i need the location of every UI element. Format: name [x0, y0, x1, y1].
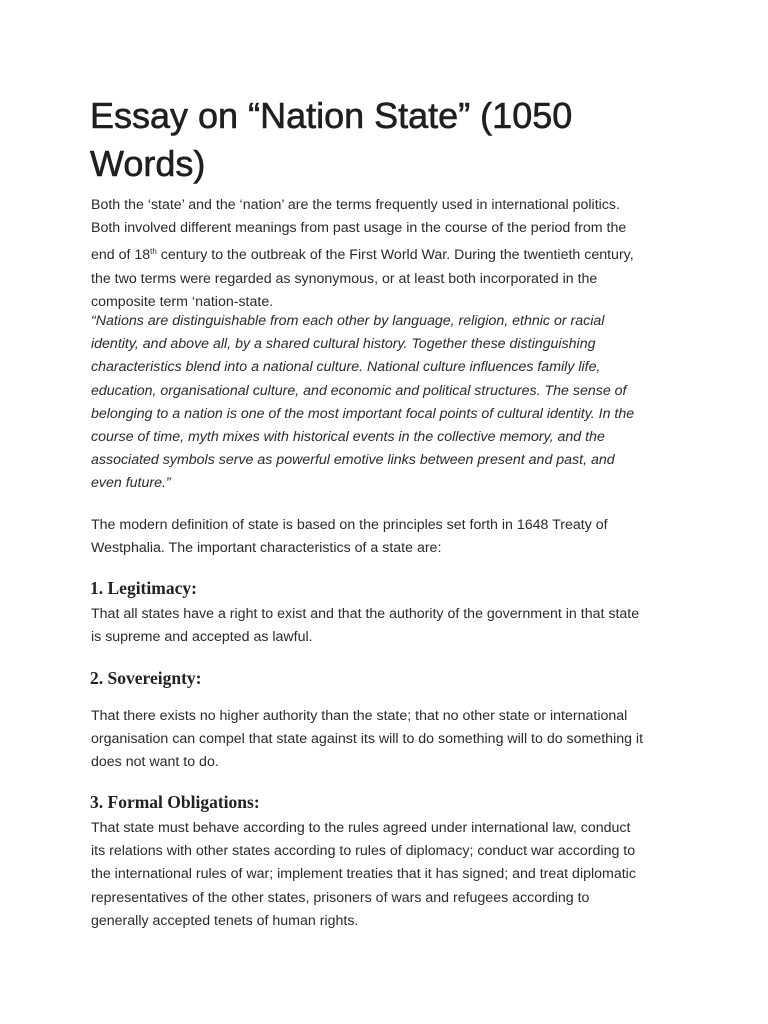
section-heading-legitimacy: 1. Legitimacy: — [90, 578, 197, 598]
section-line: its relations with other states according to rules of diplomacy; conduct war according to — [91, 843, 636, 860]
section-line: the international rules of war; implement treaties that it has signed; and treat diplomatic — [91, 866, 636, 883]
intro-paragraph — [91, 194, 634, 314]
section-line: representatives of the other states, prisoners of wars and refugees according to — [91, 889, 590, 906]
section-line: does not want to do. — [91, 754, 219, 771]
quote-line: education, organisational culture, and economic and political structures. The sense of — [91, 382, 627, 399]
section-heading-sovereignty: 2. Sovereignty: — [90, 668, 202, 688]
section-line: organisation can compel that state against its will to do something will to do something it — [91, 731, 644, 748]
section-body-sovereignty — [91, 705, 643, 775]
section-line: That all states have a right to exist and that the authority of the government in that state — [91, 606, 640, 622]
quote-line: belonging to a nation is one of the most important focal points of cultural identity. In the — [91, 405, 635, 422]
essay-title: Essay on “Nation State” (1050 Words) — [90, 95, 573, 184]
section-line: That state must behave according to the rules agreed under international law, conduct — [91, 820, 631, 836]
ordinal-suffix: th — [150, 247, 157, 257]
modern-line: The modern definition of state is based on the principles set forth in 1648 Treaty of — [91, 517, 608, 533]
intro-line: Both involved different meanings from past usage in the course of the period from the — [91, 220, 627, 237]
quote-line: course of time, myth mixes with historical events in the collective memory, and the — [91, 429, 605, 446]
modern-line: Westphalia. The important characteristics of a state are: — [91, 540, 442, 557]
section-line: is supreme and accepted as lawful. — [91, 629, 313, 646]
section-line: That there exists no higher authority than the state; that no other state or international — [91, 708, 628, 724]
section-body-legitimacy — [91, 603, 639, 649]
modern-definition-paragraph — [91, 514, 608, 560]
quote-paragraph — [91, 310, 634, 496]
intro-line: the two terms were regarded as synonymous, or at least both incorporated in the — [91, 270, 598, 287]
section-line: generally accepted tenets of human rights. — [91, 912, 359, 929]
intro-line: composite term ‘nation-state. — [91, 293, 274, 310]
intro-line-text: century to the outbreak of the First World War. During the twentieth century, — [156, 247, 634, 264]
quote-line: associated symbols serve as powerful emotive links between present and past, and — [91, 452, 615, 469]
quote-line: identity, and above all, by a shared cultural history. Together these distinguishing — [91, 336, 596, 353]
intro-line-text: end of 18 — [91, 247, 151, 264]
quote-line: “Nations are distinguishable from each other by language, religion, ethnic or racial — [91, 313, 605, 329]
quote-line: characteristics blend into a national culture. National culture influences family life, — [91, 359, 601, 376]
intro-line: Both the ‘state’ and the ‘nation’ are the terms frequently used in international politics. — [91, 197, 620, 213]
section-body-formal-obligations — [91, 817, 636, 933]
quote-line: even future.” — [91, 475, 171, 492]
intro-line — [91, 240, 634, 267]
section-heading-formal-obligations: 3. Formal Obligations: — [90, 792, 260, 812]
